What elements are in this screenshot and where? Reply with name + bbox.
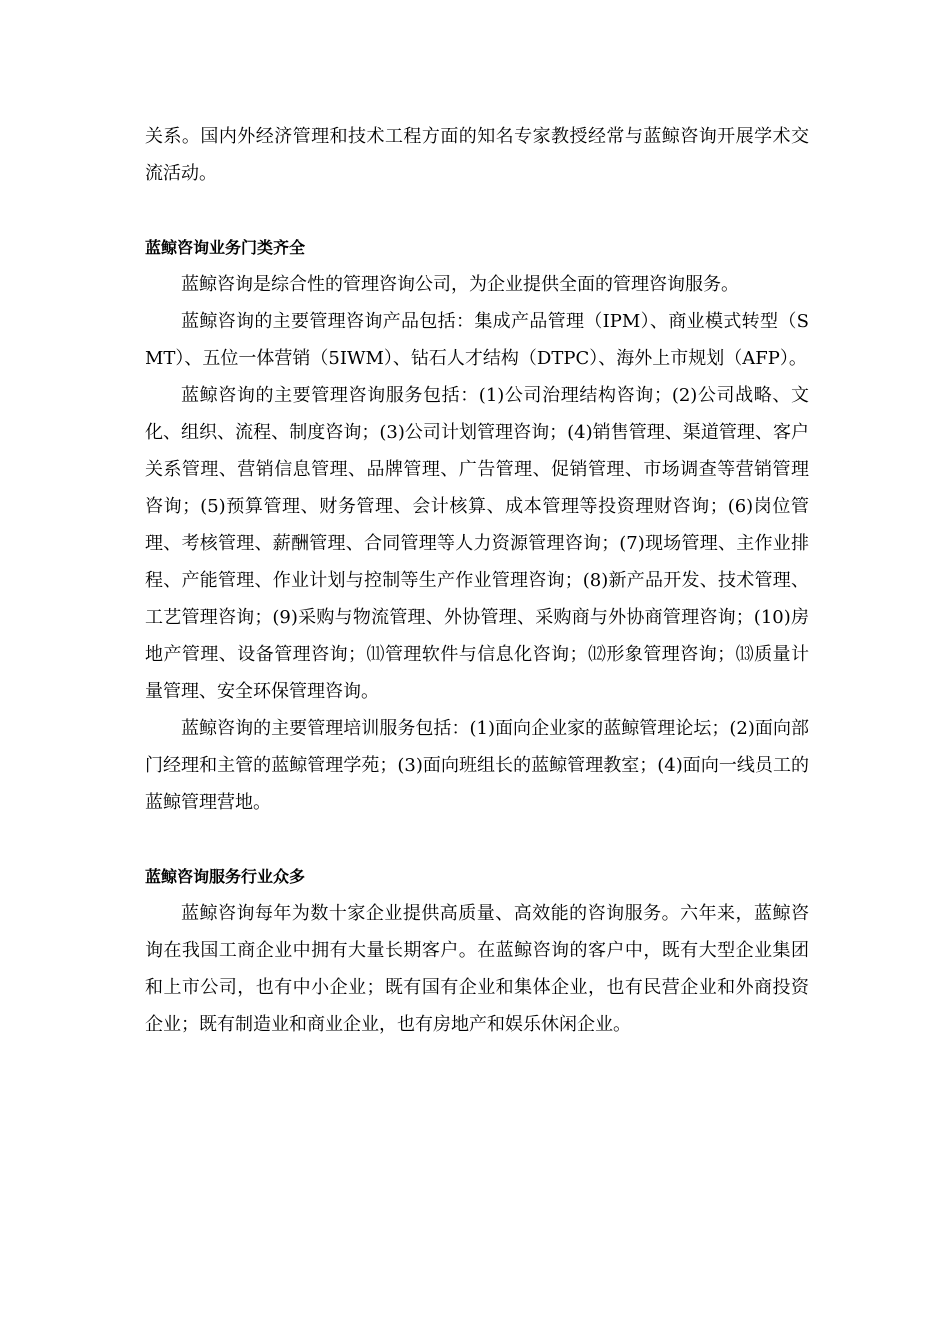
industries-paragraph-clients: 蓝鲸咨询每年为数十家企业提供高质量、高效能的咨询服务。六年来，蓝鲸咨询在我国工商企业中拥有大量长期客户。在蓝鲸咨询的客户中，既有大型企业集团和上市公司，也有中小企业；既有国有企业和集体企业，也有民营企业和外商投资企业；既有制造业和商业企业，也有房地产和娱乐休闲企业。 xyxy=(145,903,809,1035)
document-body xyxy=(145,118,809,1043)
section-heading-industries: 蓝鲸咨询服务行业众多 xyxy=(145,867,306,886)
business-paragraph-products: 蓝鲸咨询的主要管理咨询产品包括：集成产品管理（IPM）、商业模式转型（SMT）、五位一体营销（5IWM）、钻石人才结构（DTPC）、海外上市规划（AFP）。 xyxy=(145,311,809,369)
intro-continuation-paragraph: 关系。国内外经济管理和技术工程方面的知名专家教授经常与蓝鲸咨询开展学术交流活动。 xyxy=(145,126,809,184)
section-spacer xyxy=(145,821,809,858)
section-heading-business: 蓝鲸咨询业务门类齐全 xyxy=(145,238,306,257)
business-paragraph-training: 蓝鲸咨询的主要管理培训服务包括：(1)面向企业家的蓝鲸管理论坛；(2)面向部门经理和主管的蓝鲸管理学苑；(3)面向班组长的蓝鲸管理教室；(4)面向一线员工的蓝鲸管理营地。 xyxy=(145,718,809,813)
business-paragraph-overview: 蓝鲸咨询是综合性的管理咨询公司，为企业提供全面的管理咨询服务。 xyxy=(181,274,739,295)
section-spacer xyxy=(145,192,809,229)
business-paragraph-services: 蓝鲸咨询的主要管理咨询服务包括：(1)公司治理结构咨询；(2)公司战略、文化、组织、流程、制度咨询；(3)公司计划管理咨询；(4)销售管理、渠道管理、客户关系管理、营销信息管理、品牌管理、广告管理、促销管理、市场调查等营销管理咨询；(5)预算管理、财务管理、会计核算、成本管理等投资理财咨询；(6)岗位管理、考核管理、薪酬管理、合同管理等人力资源管理咨询；(7)现场管理、主作业排程、产能管理、作业计划与控制等生产作业管理咨询；(8)新产品开发、技术管理、工艺管理咨询；(9)采购与物流管理、外协管理、采购商与外协商管理咨询；(10)房地产管理、设备管理咨询；⑾管理软件与信息化咨询；⑿形象管理咨询；⒀质量计量管理、安全环保管理咨询。 xyxy=(145,385,809,702)
